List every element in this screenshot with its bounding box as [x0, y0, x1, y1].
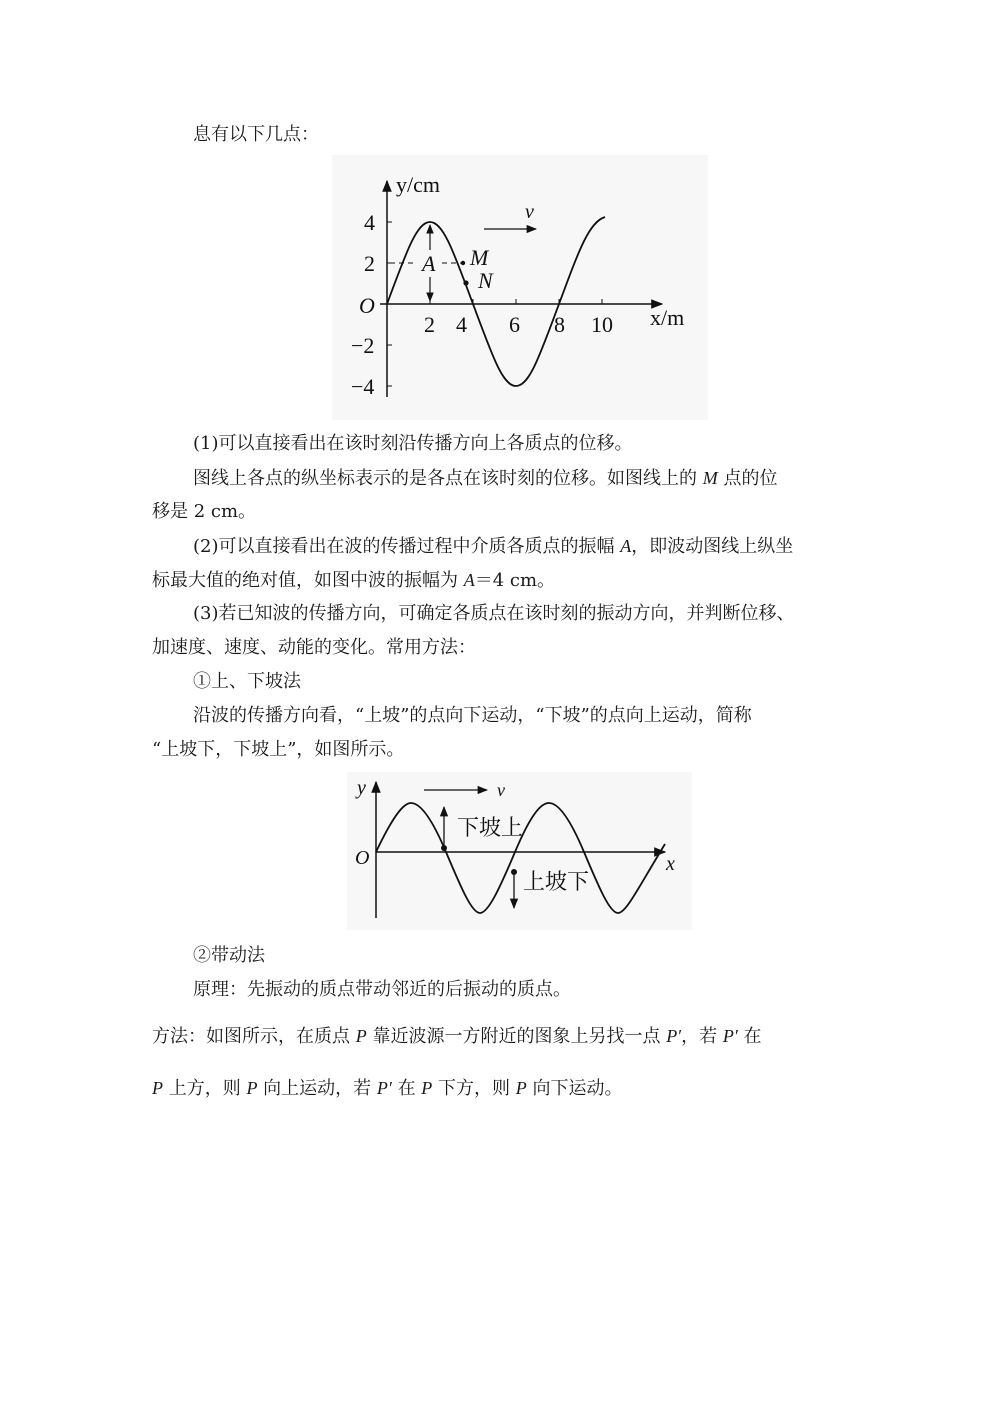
p3-line1: (3)若已知波的传播方向，可确定各质点在该时刻的振动方向，并判断位移、	[193, 603, 795, 624]
x-tick-label: 8	[554, 312, 565, 337]
point-n-label: N	[478, 268, 493, 293]
y-axis-label: y/cm	[396, 172, 440, 197]
p2-line2: 标最大值的绝对值，如图中波的振幅为 A＝4 cm。	[152, 570, 556, 591]
point-n-dot	[463, 280, 468, 285]
method2-title: ②带动法	[193, 945, 265, 966]
x-axis-label: x	[666, 853, 675, 875]
method1-line1: 沿波的传播方向看，“上坡”的点向下运动，“下坡”的点向上运动，简称	[193, 705, 752, 726]
upslope-label: 上坡下	[523, 869, 590, 894]
p1-text-line1: 图线上各点的纵坐标表示的是各点在该时刻的位移。如图线上的 M 点的位	[193, 468, 778, 489]
y-tick-label: 2	[364, 251, 375, 276]
y-axis-label: y	[357, 777, 366, 799]
method1-line2: “上坡下，下坡上”，如图所示。	[152, 739, 405, 760]
method2-principle: 原理：先振动的质点带动邻近的后振动的质点。	[193, 979, 571, 1000]
intro-text: 息有以下几点：	[193, 124, 319, 145]
velocity-label: v	[525, 201, 534, 223]
origin-label: O	[359, 293, 375, 318]
downslope-point	[441, 845, 447, 851]
method1-title: ①上、下坡法	[193, 671, 301, 692]
method2-line2: P 上方，则 P 向上运动，若 P′ 在 P 下方，则 P 向下运动。	[152, 1078, 623, 1099]
method2-line1: 方法：如图所示，在质点 P 靠近波源一方附近的图象上另找一点 P′，若 P′ 在	[152, 1026, 762, 1047]
y-tick-label: −4	[351, 374, 375, 399]
p3-line2: 加速度、速度、动能的变化。常用方法：	[152, 637, 476, 658]
wave-graph-2	[347, 772, 692, 930]
y-tick-label: 4	[364, 210, 375, 235]
p1-title: (1)可以直接看出在该时刻沿传播方向上各质点的位移。	[193, 433, 633, 454]
x-tick-label: 2	[424, 312, 435, 337]
p2-line1: (2)可以直接看出在波的传播过程中介质各质点的振幅 A，即波动图线上纵坐	[193, 536, 794, 557]
p1-text-line2: 移是 2 cm。	[152, 501, 257, 522]
x-tick-label: 10	[591, 312, 613, 337]
downslope-label: 下坡上	[457, 815, 524, 840]
point-m-label: M	[470, 245, 489, 270]
origin-label: O	[355, 847, 370, 869]
amplitude-label: A	[422, 251, 436, 276]
wave-curve	[387, 217, 605, 386]
y-tick-label: −2	[351, 333, 375, 358]
velocity-label: v	[497, 780, 505, 800]
x-tick-label: 4	[456, 312, 467, 337]
wave-graph-1	[332, 155, 708, 420]
x-axis-label: x/m	[650, 305, 685, 330]
x-tick-label: 6	[509, 312, 520, 337]
upslope-point	[511, 869, 517, 875]
